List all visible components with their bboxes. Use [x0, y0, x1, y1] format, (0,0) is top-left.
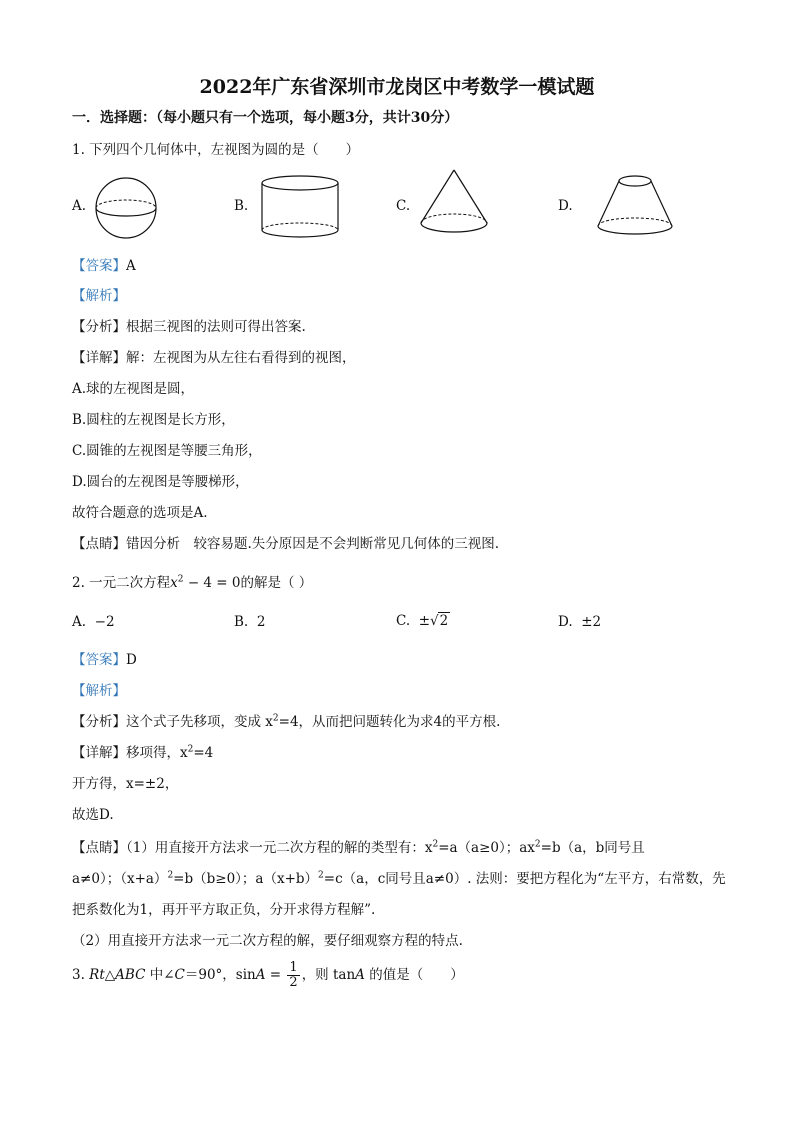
xiangjie-exp: 2: [187, 744, 194, 755]
q2-option-c: [396, 612, 450, 629]
dianjing-tag: 【点睛】: [72, 840, 126, 856]
cylinder-figure: [258, 174, 342, 242]
q2-dianjing-line4: （2）用直接开方法求一元二次方程的解，要仔细观察方程的特点.: [72, 933, 463, 949]
q3-tail: 的值是（ ）: [364, 967, 464, 983]
q1-line-conclusion: 故符合题意的选项是A.: [72, 505, 208, 521]
triangle-icon: △: [104, 967, 116, 983]
jiexi-tag: 【解析】: [72, 683, 126, 699]
question-2-stem: [72, 573, 312, 593]
q2-option-d-value: ±2: [581, 614, 602, 630]
q2-stem-pre: 2. 一元二次方程: [72, 575, 171, 591]
dianjing-text: 错因分析 较容易题.失分原因是不会判断常见几何体的三视图.: [126, 536, 500, 552]
q3-a2: A: [355, 967, 365, 983]
q2-var-x: x: [170, 575, 178, 591]
cone-figure: [418, 168, 490, 240]
q2-fenxi: [72, 712, 500, 732]
dj2-b: =b（b≥0）；a（x+b）: [173, 871, 319, 887]
q1-jiexi: [72, 286, 126, 306]
q2-option-c-pm: ±: [418, 613, 431, 629]
dj1-exp2: 2: [534, 839, 541, 850]
dj2-a: a≠0）；（x+a）: [72, 871, 168, 887]
fenxi-post: =4，从而把问题转化为求4的平方根.: [278, 714, 501, 730]
q2-stem-eq: − 4 = 0: [183, 575, 241, 591]
q3-eq: =: [265, 967, 286, 983]
frustum-figure: [594, 172, 676, 242]
fenxi-text: 根据三视图的法则可得出答案.: [126, 319, 306, 335]
q1-line-c: C.圆锥的左视图是等腰三角形，: [72, 443, 262, 459]
q3-mid2: ＝90°，: [184, 967, 236, 983]
q3-c: C: [174, 967, 185, 983]
q1-answer: [72, 256, 136, 276]
q2-option-b-value: 2: [256, 614, 266, 630]
sphere-figure: [94, 176, 158, 240]
q2-option-d: [558, 614, 601, 630]
q2-stem-post: 的解是（ ）: [240, 575, 313, 591]
q1-xiangjie: [72, 348, 356, 368]
q2-option-b-label: B.: [234, 614, 249, 630]
q1-option-a-label: A.: [72, 198, 87, 214]
dj1-a: （1）用直接开方法求一元二次方程的解的类型有：x: [126, 840, 433, 856]
q2-line-guxuan: 故选D.: [72, 807, 114, 823]
q3-mid1: 中∠: [145, 967, 175, 983]
xiangjie-post: =4: [193, 745, 214, 761]
dj2-exp2: 2: [318, 870, 324, 881]
q2-option-a-label: A.: [72, 614, 87, 630]
xiangjie-tag: 【详解】: [72, 745, 126, 761]
question-3-stem: [72, 960, 464, 990]
dj1-exp1: 2: [432, 839, 439, 850]
q2-xiangjie: [72, 743, 213, 763]
q2-option-c-label: C.: [396, 613, 411, 629]
q1-line-b: B.圆柱的左视图是长方形，: [72, 412, 235, 428]
q2-jiexi: [72, 681, 126, 701]
q3-a1: A: [255, 967, 266, 983]
xiangjie-tag: 【详解】: [72, 350, 126, 366]
fraction-one-half: [287, 961, 299, 990]
q3-num: 3.: [72, 967, 90, 983]
page-title: 2022年广东省深圳市龙岗区中考数学一模试题: [199, 76, 595, 98]
q1-option-b-label: B.: [234, 198, 249, 214]
q3-sin: sin: [235, 967, 256, 983]
dianjing-tag: 【点睛】: [72, 536, 126, 552]
xiangjie-text: 解：左视图为从左往右看得到的视图，: [126, 350, 356, 366]
frac-denominator: 2: [289, 975, 298, 990]
answer-tag: 【答案】: [72, 652, 126, 668]
sqrt-sign-icon: √: [430, 613, 439, 629]
dj1-c: =b（a，b同号且: [540, 840, 645, 856]
q1-line-d: D.圆台的左视图是等腰梯形，: [72, 474, 249, 490]
q1-line-a: A.球的左视图是圆，: [72, 381, 195, 397]
answer-value: A: [126, 258, 136, 274]
q2-option-b: [234, 614, 265, 630]
fenxi-tag: 【分析】: [72, 714, 126, 730]
q3-mid3: ，则 tan: [301, 967, 356, 983]
xiangjie-pre: 移项得，x: [126, 745, 188, 761]
q3-abc: ABC: [115, 967, 146, 983]
q2-line-kaifang: 开方得，x=±2，: [72, 776, 179, 792]
q2-option-a-value: −2: [94, 614, 115, 630]
fenxi-pre: 这个式子先移项，变成 x: [126, 714, 273, 730]
question-1-stem: 1. 下列四个几何体中，左视图为圆的是（ ）: [72, 142, 360, 158]
section-heading: 一．选择题：（每小题只有一个选项，每小题3分，共计30分）: [72, 110, 459, 126]
answer-tag: 【答案】: [72, 258, 126, 274]
q2-option-a: [72, 614, 115, 630]
fenxi-exp: 2: [272, 713, 279, 724]
q2-dianjing-line2: [72, 869, 726, 889]
jiexi-tag: 【解析】: [72, 288, 126, 304]
frac-numerator: 1: [289, 960, 298, 975]
q1-fenxi: [72, 317, 306, 337]
q2-dianjing-line3: 把系数化为1，再开平方取正负，分开求得方程解”.: [72, 902, 376, 918]
q2-option-c-radicand: 2: [439, 613, 449, 629]
q1-option-d-label: D.: [558, 198, 573, 214]
q2-exp: 2: [177, 574, 184, 585]
q3-rt: Rt: [89, 967, 105, 983]
q1-dianjing: [72, 534, 499, 554]
dj2-exp1: 2: [167, 870, 174, 881]
q1-option-c-label: C.: [396, 198, 411, 214]
dj1-b: =a（a≥0）；ax: [438, 840, 535, 856]
dj2-c: =c（a，c同号且a≠0）. 法则：要把方程化为“左平方，右常数，先: [323, 871, 726, 887]
q2-option-d-label: D.: [558, 614, 573, 630]
fenxi-tag: 【分析】: [72, 319, 126, 335]
answer-value: D: [126, 652, 137, 668]
q2-dianjing-line1: [72, 838, 645, 858]
q2-answer: [72, 650, 137, 670]
